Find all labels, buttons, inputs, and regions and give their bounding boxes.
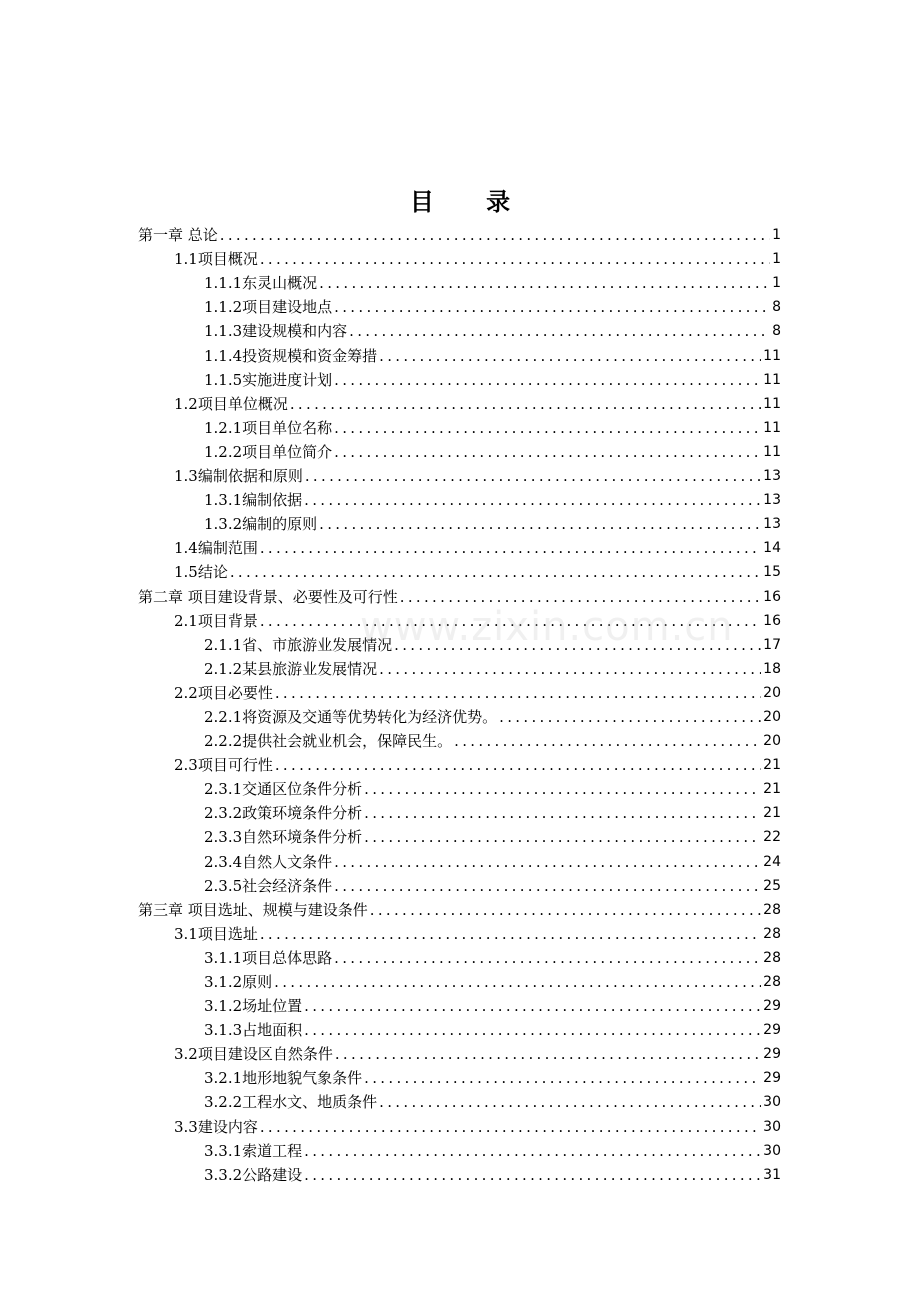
toc-dot-leader <box>364 827 761 848</box>
toc-entry-label: 2.2.1将资源及交通等优势转化为经济优势。 <box>204 707 498 726</box>
toc-dot-leader <box>260 538 761 559</box>
toc-dot-leader <box>334 876 761 897</box>
toc-page-number: 29 <box>763 1070 781 1087</box>
toc-entry-label: 3.3.2公路建设 <box>204 1165 303 1184</box>
toc-page-number: 13 <box>763 516 781 533</box>
toc-dot-leader <box>260 924 761 945</box>
toc-entry-label: 2.1项目背景 <box>174 611 258 630</box>
toc-page-number: 11 <box>763 443 781 460</box>
toc-entry-label: 1.1.3建设规模和内容 <box>204 322 348 341</box>
toc-entry[interactable] <box>138 1113 781 1137</box>
toc-dot-leader <box>394 635 761 656</box>
toc-entry-label: 3.1.2原则 <box>204 973 273 991</box>
toc-page-number: 28 <box>763 974 781 990</box>
toc-entry-label: 2.3.3自然环境条件分析 <box>204 828 363 847</box>
toc-page-number: 28 <box>763 925 781 942</box>
toc-entry-label: 2.3项目可行性 <box>174 756 273 775</box>
toc-entry[interactable] <box>138 342 781 366</box>
toc-dot-leader <box>364 1068 761 1089</box>
toc-entry-label: 1.3.1编制依据 <box>204 491 303 510</box>
toc-dot-leader <box>370 900 761 921</box>
toc-entry[interactable] <box>138 1017 781 1041</box>
toc-entry-label: 3.1.2场址位置 <box>204 997 303 1016</box>
toc-entry[interactable] <box>138 969 781 993</box>
toc-dot-leader <box>349 321 770 342</box>
toc-dot-leader <box>364 803 761 824</box>
toc-page-number: 20 <box>763 684 781 701</box>
toc-page-number: 30 <box>763 1118 781 1135</box>
toc-entry[interactable] <box>138 897 781 921</box>
toc-entry-label: 1.3.2编制的原则 <box>204 515 318 534</box>
toc-dot-leader <box>275 755 761 776</box>
toc-dot-leader <box>334 948 761 969</box>
toc-entry[interactable] <box>138 559 781 583</box>
toc-entry-label: 1.2项目单位概况 <box>174 394 288 413</box>
toc-page-number: 18 <box>763 660 781 677</box>
toc-entry-label: 3.2.2工程水文、地质条件 <box>204 1093 378 1112</box>
toc-page-number: 29 <box>763 1046 781 1063</box>
toc-entry-label: 1.3编制依据和原则 <box>174 467 303 486</box>
toc-entry-label: 2.2.2提供社会就业机会，保障民生。 <box>204 732 453 751</box>
toc-entry-label: 2.2项目必要性 <box>174 683 273 702</box>
toc-entry-label: 2.3.5社会经济条件 <box>204 876 333 895</box>
toc-entry[interactable] <box>138 800 781 824</box>
toc-entry[interactable] <box>138 535 781 559</box>
toc-entry-label: 2.1.2某县旅游业发展情况 <box>204 659 378 678</box>
toc-page-number: 30 <box>763 1094 781 1111</box>
toc-dot-leader <box>260 1117 761 1138</box>
toc-page-number: 24 <box>763 853 781 870</box>
toc-entry-label: 2.3.4自然人文条件 <box>204 852 333 871</box>
toc-entry[interactable] <box>138 1089 781 1113</box>
toc-dot-leader <box>334 418 761 439</box>
toc-page-number: 28 <box>763 901 781 918</box>
toc-entry[interactable] <box>138 1065 781 1089</box>
toc-entry-label: 第一章 总论 <box>138 226 218 245</box>
toc-entry-label: 3.3建设内容 <box>174 1117 258 1136</box>
toc-entry[interactable] <box>138 294 781 318</box>
toc-entry[interactable] <box>138 1138 781 1162</box>
toc-dot-leader <box>304 1141 761 1162</box>
toc-dot-leader <box>275 683 761 704</box>
toc-entry-label: 1.1.1东灵山概况 <box>204 274 318 293</box>
toc-entry[interactable] <box>138 1041 781 1065</box>
toc-entry-label: 3.2项目建设区自然条件 <box>174 1045 333 1064</box>
toc-entry[interactable] <box>138 367 781 391</box>
toc-entry[interactable] <box>138 656 781 680</box>
toc-entry-label: 3.1项目选址 <box>174 924 258 943</box>
toc-entry-label: 2.3.1交通区位条件分析 <box>204 780 363 799</box>
toc-entry[interactable] <box>138 270 781 294</box>
toc-entry-label: 3.2.1地形地貌气象条件 <box>204 1069 363 1088</box>
toc-entry[interactable] <box>138 463 781 487</box>
toc-entry-label: 第二章 项目建设背景、必要性及可行性 <box>138 587 398 606</box>
toc-entry[interactable] <box>138 608 781 632</box>
toc-entry[interactable] <box>138 415 781 439</box>
toc-dot-leader <box>274 972 761 993</box>
toc-entry[interactable] <box>138 921 781 945</box>
toc-page-number: 11 <box>763 347 781 364</box>
toc-entry-label: 2.3.2政策环境条件分析 <box>204 804 363 823</box>
watermark-text: www.zixin.com.cn <box>360 604 734 650</box>
toc-page-number: 15 <box>763 564 781 581</box>
toc-entry[interactable] <box>138 704 781 728</box>
toc-page-number: 8 <box>772 323 781 340</box>
toc-dot-leader <box>334 852 761 873</box>
toc-dot-leader <box>290 394 761 415</box>
toc-entry-label: 第三章 项目选址、规模与建设条件 <box>138 900 368 919</box>
toc-dot-leader <box>454 731 761 752</box>
toc-page-number: 14 <box>763 540 781 557</box>
toc-page-number: 1 <box>772 275 781 292</box>
toc-dot-leader <box>230 562 761 583</box>
toc-entry-label: 1.2.2项目单位简介 <box>204 442 333 461</box>
toc-entry-label: 1.2.1项目单位名称 <box>204 418 333 437</box>
toc-entry[interactable] <box>138 487 781 511</box>
toc-page-number: 1 <box>772 251 781 268</box>
toc-dot-leader <box>305 466 761 487</box>
toc-entry[interactable] <box>138 873 781 897</box>
toc-page-number: 11 <box>763 419 781 436</box>
toc-dot-leader <box>260 611 761 632</box>
toc-page-number: 20 <box>763 733 781 750</box>
toc-entry-label: 1.1项目概况 <box>174 250 258 269</box>
toc-page-number: 21 <box>763 805 781 822</box>
toc-entry-label: 3.1.1项目总体思路 <box>204 948 333 967</box>
toc-page-number: 22 <box>763 829 781 846</box>
toc-page-number: 25 <box>763 877 781 894</box>
toc-page-number: 21 <box>763 757 781 774</box>
toc-dot-leader <box>304 996 761 1017</box>
toc-dot-leader <box>335 1044 761 1065</box>
toc-page-number: 29 <box>763 1022 781 1039</box>
toc-entry[interactable] <box>138 776 781 800</box>
toc-entry[interactable] <box>138 632 781 656</box>
toc-dot-leader <box>334 442 761 463</box>
toc-entry-label: 3.3.1索道工程 <box>204 1141 303 1160</box>
toc-entry-label: 1.1.5实施进度计划 <box>204 370 333 389</box>
toc-page-number: 11 <box>763 395 781 412</box>
toc-entry[interactable] <box>138 583 781 607</box>
toc-page-number: 11 <box>763 371 781 388</box>
toc-dot-leader <box>304 490 761 511</box>
toc-dot-leader <box>304 1020 761 1041</box>
toc-entry[interactable] <box>138 680 781 704</box>
toc-page-number: 16 <box>763 588 781 605</box>
toc-page-number: 13 <box>763 492 781 509</box>
toc-page-number: 20 <box>763 708 781 725</box>
toc-entry[interactable] <box>138 511 781 535</box>
toc-dot-leader <box>379 1092 761 1113</box>
toc-page-number: 1 <box>772 227 781 244</box>
toc-entry[interactable] <box>138 318 781 342</box>
toc-entry[interactable] <box>138 848 781 872</box>
toc-entry-label: 1.1.4投资规模和资金筹措 <box>204 346 378 365</box>
toc-entry[interactable] <box>138 993 781 1017</box>
toc-dot-leader <box>319 273 770 294</box>
toc-entry-label: 1.1.2项目建设地点 <box>204 298 333 317</box>
toc-page-number: 13 <box>763 468 781 485</box>
toc-page-number: 30 <box>763 1142 781 1159</box>
toc-entry[interactable] <box>138 824 781 848</box>
table-of-contents <box>138 222 781 1186</box>
toc-page-number: 21 <box>763 781 781 798</box>
toc-entry-label: 1.4编制范围 <box>174 539 258 558</box>
toc-dot-leader <box>379 346 761 367</box>
toc-title: 目 录 <box>409 188 533 216</box>
toc-dot-leader <box>334 297 770 318</box>
toc-entry-label: 1.5结论 <box>174 563 228 582</box>
toc-dot-leader <box>260 249 770 270</box>
toc-dot-leader <box>220 225 770 246</box>
toc-entry[interactable] <box>138 222 781 246</box>
toc-page-number: 17 <box>763 636 781 653</box>
toc-entry[interactable] <box>138 728 781 752</box>
toc-dot-leader <box>304 1165 761 1186</box>
toc-page-number: 31 <box>763 1166 781 1183</box>
toc-entry-label: 3.1.3占地面积 <box>204 1021 303 1040</box>
toc-page-number: 28 <box>763 949 781 966</box>
toc-entry[interactable] <box>138 945 781 969</box>
toc-entry[interactable] <box>138 1162 781 1186</box>
toc-entry[interactable] <box>138 391 781 415</box>
toc-page-number: 16 <box>763 612 781 629</box>
toc-page-number: 29 <box>763 998 781 1015</box>
toc-page-number: 8 <box>772 299 781 316</box>
toc-entry[interactable] <box>138 246 781 270</box>
toc-dot-leader <box>499 707 761 728</box>
toc-dot-leader <box>364 779 761 800</box>
toc-dot-leader <box>334 370 761 391</box>
toc-entry-label: 2.1.1省、市旅游业发展情况 <box>204 635 393 654</box>
toc-dot-leader <box>319 514 761 535</box>
toc-dot-leader <box>379 659 761 680</box>
toc-entry[interactable] <box>138 752 781 776</box>
toc-dot-leader <box>400 587 761 608</box>
toc-entry[interactable] <box>138 439 781 463</box>
